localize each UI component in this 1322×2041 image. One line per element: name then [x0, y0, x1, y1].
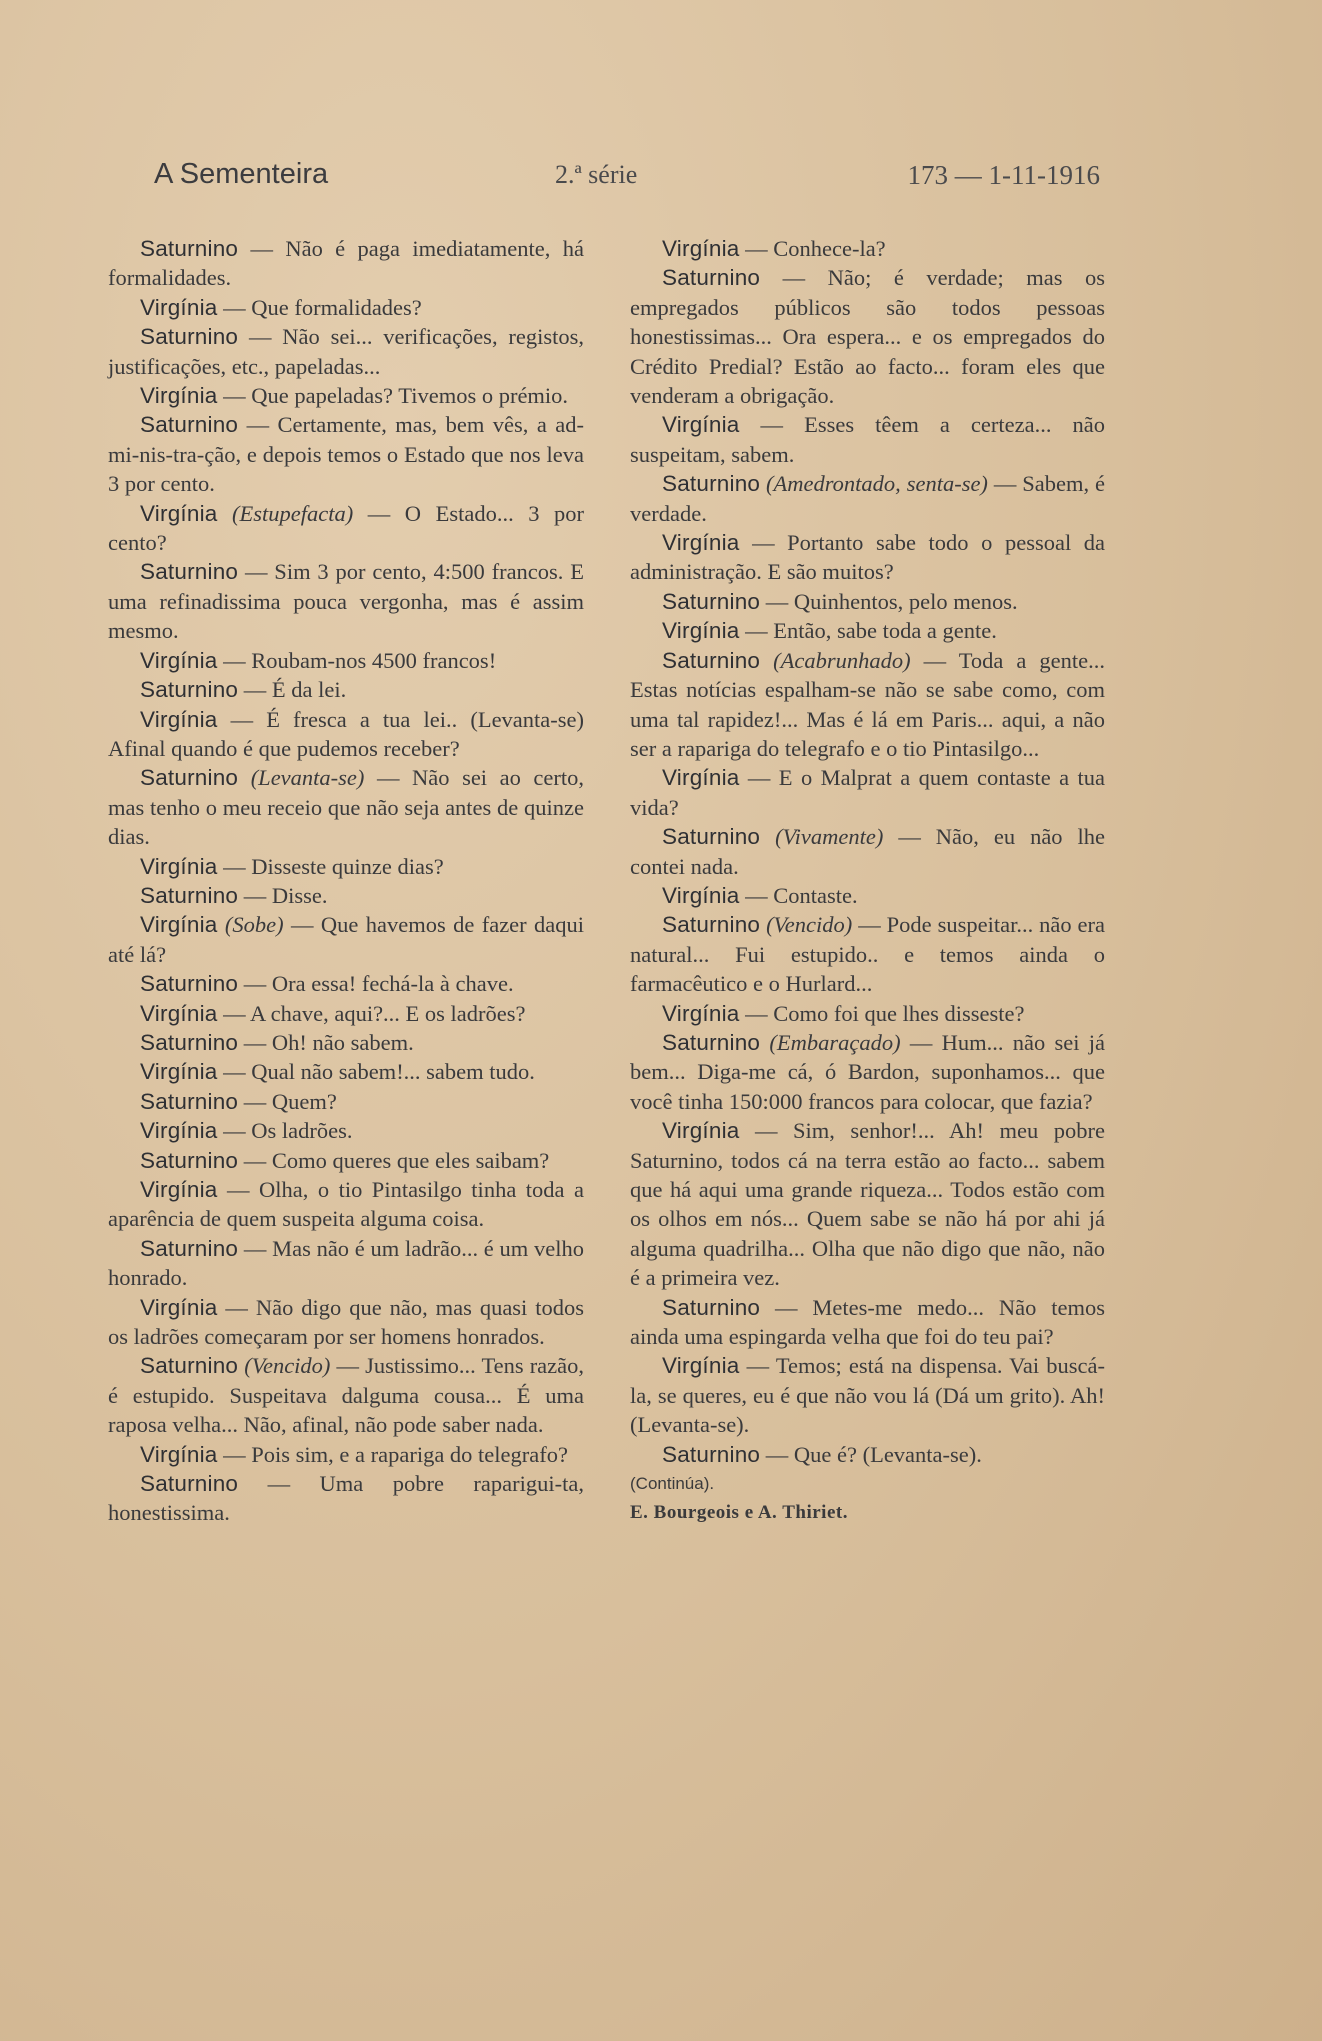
speaker-name: Virgínia	[140, 1294, 218, 1320]
speaker-name: Saturnino	[140, 882, 239, 908]
dialogue-text: — Uma pobre raparigui-ta, honestissima.	[108, 1471, 584, 1526]
speaker-name: Virgínia	[140, 1118, 218, 1144]
speaker-name: Virgínia	[662, 1353, 740, 1379]
speaker-name: Saturnino	[140, 324, 239, 350]
speaker-name: Saturnino	[140, 236, 239, 261]
dialogue-text: — Sabem, é verdade.	[630, 471, 1105, 526]
stage-direction: (Embaraçado)	[769, 1029, 901, 1055]
dialogue-text: — Não sei... verificações, registos, justificações, etc., papeladas...	[108, 324, 585, 379]
stage-direction: (Vencido)	[766, 912, 853, 938]
dialogue-text: — Hum... não sei já bem... Diga-me cá, ó Bardon, suponhamos... que você tinha 150:000 francos para colocar, que fazia?	[630, 1029, 1106, 1114]
dialogue-text: — Olha, o tio Pintasilgo tinha toda a aparência de quem suspeita alguma coisa.	[108, 1177, 585, 1232]
dialogue-text: — Portanto sabe todo o pessoal da administração. E são muitos?	[630, 530, 1106, 585]
speaker-name: Saturnino	[140, 1088, 239, 1114]
dialogue-text: — A chave, aqui?... E os ladrões?	[223, 1000, 526, 1026]
dialogue-line	[108, 322, 584, 381]
dialogue-text: — É da lei.	[243, 677, 347, 703]
speaker-name: Saturnino	[662, 471, 761, 497]
speaker-name: Saturnino	[662, 1294, 761, 1320]
dialogue-text: — Que é? (Levanta-se).	[765, 1441, 982, 1467]
dialogue-line	[630, 1028, 1105, 1116]
dialogue-line	[630, 910, 1105, 998]
stage-direction: (Acabrunhado)	[773, 647, 911, 673]
stage-direction: (Sobe)	[224, 912, 284, 938]
dialogue-line	[108, 499, 584, 558]
speaker-name: Virgínia	[662, 1118, 740, 1144]
speaker-name: Virgínia	[662, 412, 740, 438]
dialogue-text: — E o Malprat a quem contaste a tua vida?	[630, 765, 1105, 820]
stage-direction: (Amedrontado, senta-se)	[766, 471, 988, 497]
dialogue-line	[108, 1351, 584, 1439]
dialogue-text: — Como foi que lhes disseste?	[745, 1000, 1025, 1026]
dialogue-line	[108, 1116, 584, 1145]
stage-direction: (Vivamente)	[775, 824, 884, 850]
speaker-name: Saturnino	[140, 971, 239, 997]
speaker-name: Saturnino	[662, 265, 761, 291]
dialogue-line	[108, 852, 584, 881]
dialogue-line	[630, 469, 1105, 528]
speaker-name: Saturnino	[140, 559, 239, 585]
speaker-name: Virgínia	[140, 1059, 218, 1085]
speaker-name: Virgínia	[140, 1177, 218, 1202]
dialogue-line	[108, 969, 584, 998]
dialogue-text: — Não sei ao certo, mas tenho o meu receio que não seja antes de quinze dias.	[108, 765, 585, 850]
dialogue-text: — Não digo que não, mas quasi todos os ladrões começaram por ser homens honrados.	[108, 1294, 584, 1350]
dialogue-text: — Os ladrões.	[223, 1118, 353, 1144]
dialogue-text: — Então, sabe toda a gente.	[745, 618, 997, 644]
journal-title: A Sementeira	[154, 158, 329, 190]
speaker-name: Saturnino	[140, 765, 239, 791]
dialogue-text: — Sim, senhor!... Ah! meu pobre Saturnino, todos cá na terra estão ao facto... sabem que há aqui uma grande riqueza... Todos estão com os olhos em nós... Quem sabe se não há por ahi já alguma quadrilha... Olha que não digo que não, não é a primeira vez.	[630, 1118, 1105, 1291]
dialogue-line	[630, 263, 1105, 410]
dialogue-text: — Justissimo... Tens razão, é estupido. Suspeitava dalguma cousa... É uma raposa velha... Não, afinal, não pode saber nada.	[108, 1353, 585, 1438]
dialogue-text: — Como queres que eles saibam?	[243, 1147, 550, 1173]
dialogue-text: — O Estado... 3 por cento?	[108, 500, 584, 556]
speaker-name: Saturnino	[140, 1471, 239, 1497]
dialogue-text: — Não é paga imediatamente, há formalidades.	[108, 236, 585, 291]
speaker-name: Saturnino	[140, 1029, 239, 1055]
speaker-name: Virgínia	[662, 1000, 740, 1026]
dialogue-line	[108, 705, 584, 764]
dialogue-line	[108, 675, 584, 704]
dialogue-text: — Disse.	[243, 882, 328, 908]
dialogue-line	[108, 1146, 584, 1175]
dialogue-line	[108, 1234, 584, 1293]
speaker-name: Virgínia	[140, 853, 218, 879]
dialogue-line	[108, 1175, 584, 1234]
dialogue-text: — Mas não é um ladrão... é um velho honrado.	[108, 1235, 584, 1291]
dialogue-line	[108, 763, 584, 851]
dialogue-line	[630, 822, 1105, 881]
speaker-name: Saturnino	[140, 412, 239, 438]
dialogue-line	[108, 1057, 584, 1086]
dialogue-line	[630, 1116, 1105, 1292]
dialogue-line	[108, 1293, 584, 1352]
speaker-name: Virgínia	[140, 383, 218, 409]
dialogue-line	[108, 381, 584, 410]
speaker-name: Virgínia	[662, 236, 740, 261]
dialogue-line	[630, 1293, 1105, 1352]
dialogue-text: — Toda a gente... Estas notícias espalham-se não se sabe como, com uma tal rapidez!... Mas é lá em Paris... aqui, a não ser a rapariga do telegrafo e o tio Pintasilgo...	[630, 647, 1106, 761]
speaker-name: Virgínia	[662, 765, 740, 791]
dialogue-line	[108, 1440, 584, 1469]
stage-direction: (Vencido)	[244, 1353, 331, 1379]
dialogue-text: — Certamente, mas, bem vês, a ad-mi-nis-tra-ção, e depois temos o Estado que nos leva 3 por cento.	[108, 412, 585, 497]
speaker-name: Saturnino	[140, 1147, 239, 1173]
dialogue-text: — Pode suspeitar... não era natural... Fui estupido.. e temos ainda o farmacêutico e o Hurlard...	[630, 912, 1106, 997]
speaker-name: Saturnino	[662, 1441, 761, 1467]
speaker-name: Saturnino	[662, 824, 761, 850]
speaker-name: Virgínia	[140, 912, 218, 938]
speaker-name: Virgínia	[140, 1000, 218, 1026]
dialogue-line	[108, 881, 584, 910]
speaker-name: Saturnino	[662, 1029, 761, 1055]
dialogue-line	[630, 616, 1105, 645]
dialogue-line	[630, 1440, 1105, 1469]
speaker-name: Saturnino	[140, 1235, 239, 1261]
speaker-name: Virgínia	[662, 618, 740, 644]
dialogue-line	[108, 1028, 584, 1057]
dialogue-line	[630, 234, 1105, 263]
dialogue-text: — Pois sim, e a rapariga do telegrafo?	[223, 1441, 568, 1467]
dialogue-text: — É fresca a tua lei.. (Levanta-se) Afinal quando é que pudemos receber?	[108, 706, 585, 761]
left-column	[108, 234, 584, 1528]
series-label: 2.ª série	[555, 160, 638, 189]
issue-date: 173 — 1-11-1916	[907, 160, 1100, 190]
dialogue-line	[108, 557, 584, 645]
speaker-name: Saturnino	[662, 912, 761, 938]
dialogue-line	[108, 1087, 584, 1116]
speaker-name: Saturnino	[140, 1353, 239, 1379]
speaker-name: Saturnino	[662, 647, 761, 673]
stage-direction: (Estupefacta)	[232, 500, 354, 526]
speaker-name: Virgínia	[140, 500, 218, 526]
dialogue-line	[630, 999, 1105, 1028]
speaker-name: Virgínia	[140, 647, 218, 673]
speaker-name: Virgínia	[140, 706, 218, 732]
dialogue-line	[108, 234, 584, 293]
stage-direction: (Levanta-se)	[250, 765, 365, 791]
dialogue-text: — Qual não sabem!... sabem tudo.	[223, 1059, 535, 1085]
dialogue-line	[108, 1469, 584, 1528]
dialogue-line	[630, 410, 1105, 469]
page-header	[150, 158, 1100, 198]
dialogue-text: — Oh! não sabem.	[243, 1029, 414, 1055]
dialogue-text: — Que papeladas? Tivemos o prémio.	[223, 383, 569, 409]
dialogue-line	[630, 646, 1105, 764]
dialogue-line	[108, 646, 584, 675]
dialogue-line	[630, 1351, 1105, 1439]
dialogue-text: — Esses têem a certeza... não suspeitam, sabem.	[630, 412, 1106, 467]
continues-note: (Continúa).	[630, 1474, 715, 1494]
dialogue-line	[630, 763, 1105, 822]
dialogue-text: — Roubam-nos 4500 francos!	[223, 647, 497, 673]
dialogue-text: — Disseste quinze dias?	[223, 853, 444, 879]
dialogue-line	[108, 910, 584, 969]
dialogue-line	[108, 999, 584, 1028]
dialogue-text: — Que havemos de fazer daqui até lá?	[108, 912, 585, 967]
dialogue-text: — Sim 3 por cento, 4:500 francos. E uma refinadissima pouca vergonha, mas é assim mesmo.	[108, 559, 584, 644]
dialogue-line	[108, 293, 584, 322]
right-column	[630, 234, 1105, 1528]
dialogue-line	[108, 410, 584, 498]
speaker-name: Virgínia	[662, 882, 740, 908]
dialogue-text: — Não, eu não lhe contei nada.	[630, 824, 1106, 879]
dialogue-line	[630, 587, 1105, 616]
dialogue-text: — Não; é verdade; mas os empregados públicos são todos pessoas honestissimas... Ora espera... e os empregados do Crédito Predial? Estão ao facto... foram eles que venderam a obrigação.	[630, 265, 1105, 409]
dialogue-text: — Quinhentos, pelo menos.	[765, 588, 1018, 614]
dialogue-line	[630, 881, 1105, 910]
authors-signature: E. Bourgeois e A. Thiriet.	[630, 1502, 848, 1524]
dialogue-text: — Metes-me medo... Não temos ainda uma espingarda velha que foi do teu pai?	[630, 1294, 1106, 1350]
speaker-name: Virgínia	[662, 530, 740, 556]
speaker-name: Saturnino	[662, 588, 761, 614]
dialogue-text: — Ora essa! fechá-la à chave.	[243, 971, 514, 997]
speaker-name: Virgínia	[140, 1441, 218, 1467]
dialogue-text: — Conhece-la?	[745, 236, 886, 261]
dialogue-text: — Que formalidades?	[223, 294, 422, 320]
dialogue-text: — Contaste.	[745, 882, 858, 908]
dialogue-text: — Quem?	[243, 1088, 337, 1114]
dialogue-text: — Temos; está na dispensa. Vai buscá-la, se queres, eu é que não vou lá (Dá um grito). Ah! (Levanta-se).	[630, 1353, 1105, 1438]
speaker-name: Saturnino	[140, 677, 239, 703]
speaker-name: Virgínia	[140, 294, 218, 320]
dialogue-line	[630, 528, 1105, 587]
